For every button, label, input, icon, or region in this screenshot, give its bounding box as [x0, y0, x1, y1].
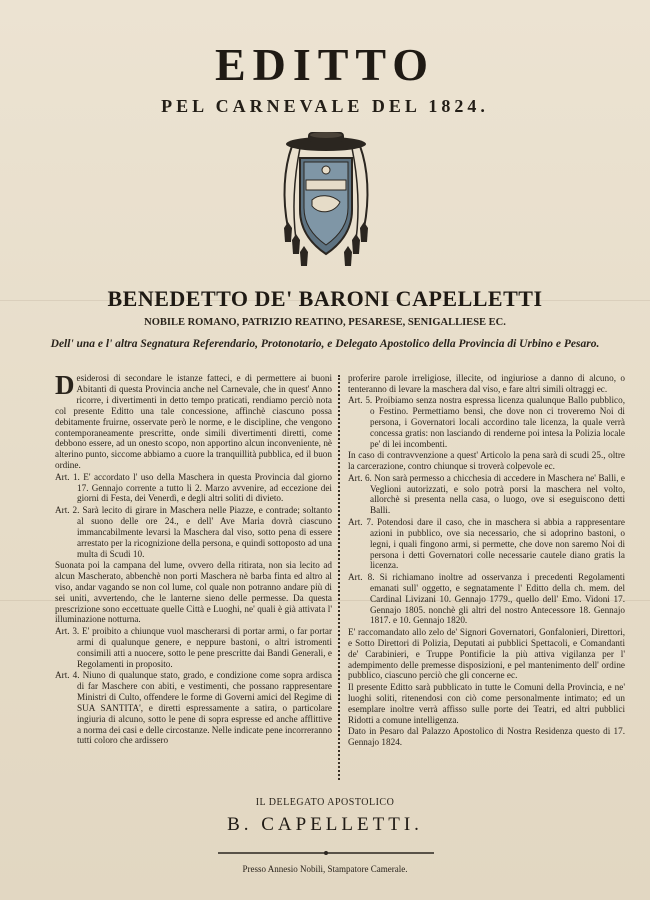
- paragraph-suonata: Suonata poi la campana del lume, ovvero della ritirata, non sia lecito ad alcun Mascherato, abbenchè non porti Maschera nè barba finta ed altro al viso, andar vagando se non col lume, col quale non potranno andare più di sei uniti, avvertendo, che le lanterne sieno delle permesse. Da questa prescrizione sono eccettuate quelle Città e Luoghi, ne' quali è già attivata l' illuminazione notturna.: [55, 559, 332, 625]
- intro-text: esiderosi di secondare le istanze fatteci, e di permettere ai buoni Abitanti di questa Provincia anche nel Carnevale, che in quest' Anno ricorre, i divertimenti in detto tempo praticati, rendiamo perciò nota col presente Editto una tale concessione, affinchè ciascuno possa debitamente fruirne, osservate però le norme, e le discipline, che vengono contemporaneamente prescritte, onde simili divertimenti diretti, come debbono essere, ad un onesto scopo, non apportino alcun inconveniente, nè alterino punto, siccome abbiamo a cuore la tranquillità pubblica, ed il buon ordine.: [55, 373, 332, 471]
- right-text-column: [348, 373, 625, 783]
- article-1: Art. 1. E' accordato l' uso della Maschera in questa Provincia dal giorno 17. Gennajo corrente a tutto li 2. Marzo avvenire, ad eccezione dei giorni di Festa, dei Venerdì, e degli altri soliti di divieto.: [55, 471, 332, 504]
- issuer-office: Dell' una e l' altra Segnatura Referendario, Protonotario, e Delegato Apostolico della Provincia di Urbino e Pesaro.: [50, 338, 600, 350]
- edict-title: EDITTO: [214, 39, 436, 90]
- column-divider: [338, 375, 340, 780]
- date-paragraph: Dato in Pesaro dal Palazzo Apostolico di Nostra Residenza questo di 17. Gennajo 1824.: [348, 726, 625, 747]
- left-text-column: [55, 373, 332, 783]
- papal-coat-of-arms-icon: [270, 128, 382, 276]
- continuation-paragraph: proferire parole irreligiose, illecite, od ingiuriose a danno di alcuno, o tenteranno di levare la maschera dal viso, e fare altri simili oltraggi ec.: [348, 373, 625, 394]
- printer-imprint: Presso Annesio Nobili, Stampatore Camerale.: [242, 864, 408, 874]
- recommendation-paragraph: E' raccomandato allo zelo de' Signori Governatori, Gonfalonieri, Direttori, e Sotto Direttori di Polizia, Deputati ai pubblici Spettacoli, e Comandanti de' Carabinieri, e Truppe Pontificie la più attiva vigilanza per l' adempimento delle premesse disposizioni, e pel mantenimento dell' ordine pubblico, ciascuno perciò che gli concerne ec.: [348, 626, 625, 681]
- issuer-titles: NOBILE ROMANO, PATRIZIO REATINO, PESARESE, SENIGALLIESE EC.: [144, 317, 506, 328]
- article-8: Art. 8. Si richiamano inoltre ad osservanza i precedenti Regolamenti emanati sull' oggetto, e segnatamente l' Editto della ch. mem. del Cardinal Livizani 10. Gennajo 1779., quello dell' Emo. Vidoni 17. Gennajo 1805. nonchè gli altri del nostro Antecessore 18. Gennajo 1817. e 10. Gennajo 1820.: [348, 571, 625, 626]
- article-3: Art. 3. E' proibito a chiunque vuol mascherarsi di portar armi, o far portar armi di qualunque genere, e neppure bastoni, o altri istromenti consimili atti a nuocere, sotto le pene prescritte dai Bandi Generali, e Regolamenti in proposito.: [55, 625, 332, 669]
- article-2: Art. 2. Sarà lecito di girare in Maschera nelle Piazze, e contrade; soltanto al suono delle ore 24., e dell' Ave Maria dovrà ciascuno immancabilmente levarsi la Maschera dal viso, sotto pena di essere arrestato per la ricognizione della persona, e quindi sottoposto ad una multa di Scudi 10.: [55, 504, 332, 559]
- article-4: Art. 4. Niuno di qualunque stato, grado, e condizione come sopra ardisca di far Maschere con abiti, e vestimenti, che possano rappresentare Ministri di Culto, offendere le forme di Governi amici del Regime di SUA SANTITA', e diretti espressamente a satira, o particolare ingiuria di alcuno, sotto le pene di sopra espresse ed anche afflittive a norma dei casi e delle circostanze. Nelle indicate pene incorreranno tutti coloro che ardissero: [55, 669, 332, 746]
- intro-paragraph: [55, 373, 332, 471]
- article-6: Art. 6. Non sarà permesso a chicchesia di accedere in Maschera ne' Balli, e Veglioni autorizzati, e solo potrà porsi la maschera nel volto, allorchè si presenta nella casa, o luogo, ove si eseguiscono detti Balli.: [348, 472, 625, 516]
- drop-cap: D: [55, 373, 75, 400]
- publication-paragraph: Il presente Editto sarà pubblicato in tutte le Comuni della Provincia, e ne' luoghi soliti, ritenendosi con ciò come personalmente intimato; ed un esemplare inoltre verrà affisso sulle porte dei Teatri, ed altri pubblici Ridotti a comune intelligenza.: [348, 681, 625, 725]
- signature-name: B. CAPELLETTI.: [227, 814, 423, 835]
- article-7: Art. 7. Potendosi dare il caso, che in maschera si abbia a rappresentare azioni in pubblico, ove sia necessario, che si adoprino bastoni, o legni, i quali fingono armi, si permette, che dove non saremo Noi di persona i detti Governatori colle necessarie cautele diano gratis la licenza.: [348, 516, 625, 571]
- article-5: Art. 5. Proibiamo senza nostra espressa licenza qualunque Ballo pubblico, o Festino. Permettiamo bensì, che dove non ci troveremo Noi di persona, i Governatori locali accordino tale licenza, la quale verrà concessa gratis: non lasciando di renderne poi intesa la Polizia locale pe' di lei incombenti.: [348, 395, 625, 449]
- edict-subtitle: PEL CARNEVALE DEL 1824.: [161, 96, 489, 116]
- penalty-paragraph: In caso di contravvenzione a quest' Articolo la pena sarà di scudi 25., oltre la carcerazione, contro chiunque si troverà colpevole ec.: [348, 450, 625, 472]
- issuer-name: BENEDETTO DE' BARONI CAPELLETTI: [107, 286, 543, 311]
- ornamental-rule: [218, 850, 434, 856]
- signature-label: IL DELEGATO APOSTOLICO: [255, 797, 395, 808]
